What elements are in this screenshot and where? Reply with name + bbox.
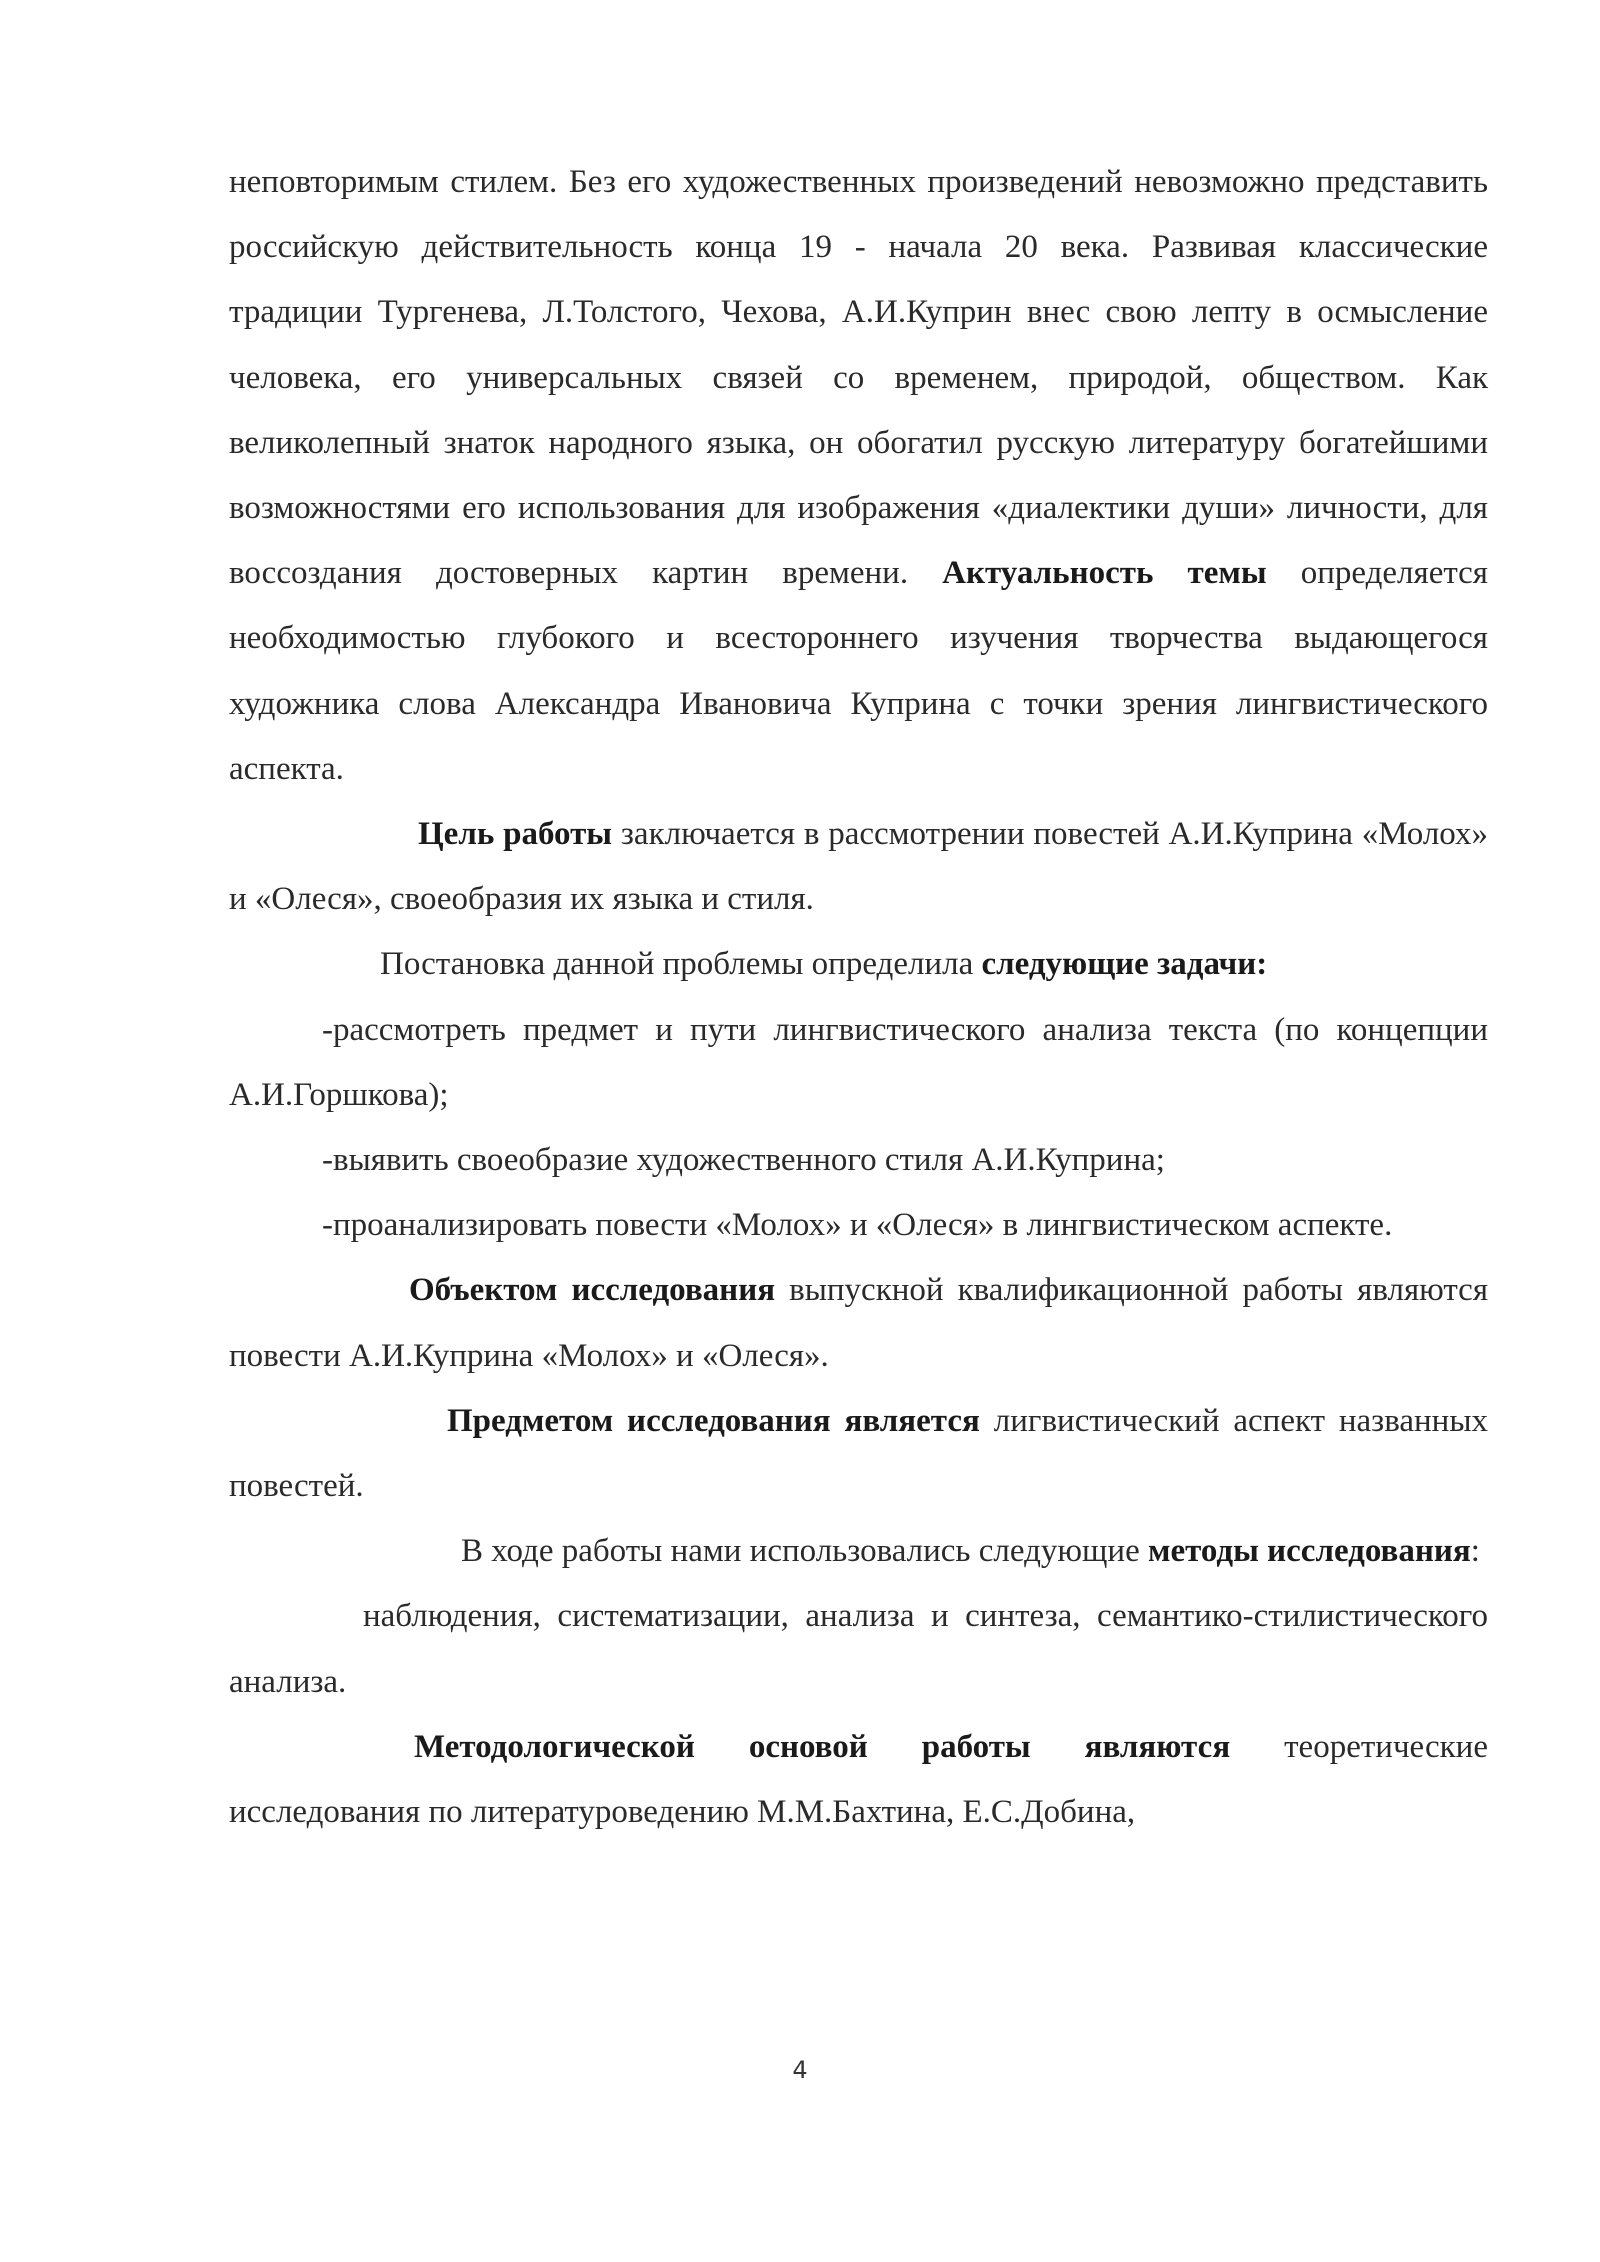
paragraph-object [229,1258,1488,1388]
text: В ходе работы нами использовались следующие [461,1533,1148,1570]
bold-term-object: Объектом исследования [409,1272,776,1309]
text: : [1470,1533,1480,1570]
paragraph-subject [229,1389,1488,1519]
task-item-2: -выявить своеобразие художественного стиля А.И.Куприна; [322,1142,1165,1179]
bold-term-relevance: Актуальность темы [942,555,1267,592]
paragraph-methods-list: наблюдения, систематизации, анализа и синтеза, семантико-стилистического анализа. [229,1598,1488,1700]
page-number: 4 [792,2056,808,2084]
text: неповторимым стилем. Без его художественных произведений невозможно представить российскую действительность конца 19 - начала 20 века. Развивая классические традиции Тургенева, Л.Толстого, Чехова, А.И.Куприн внес свою лепту в осмысление человека, его универсальных связей со временем, природой, обществом. Как великолепный знаток народного языка, он обогатил русскую литературу богатейшими возможностями его использования для изображения «диалектики души» личности, для воссоздания достоверных картин времени. [229,164,1488,592]
paragraph-intro [229,150,1488,802]
paragraph-goal [229,802,1488,932]
bold-term-subject: Предметом исследования является [447,1402,980,1439]
text: выпускной квалификационной работы являются повести А.И.Куприна «Молох» и «Олеся». [229,1272,1488,1374]
paragraph-methodology [229,1715,1488,1845]
bold-term-goal: Цель работы [418,816,613,853]
paragraph-methods [229,1519,1488,1584]
paragraph-tasks-intro [229,932,1488,997]
task-item-1: -рассмотреть предмет и пути лингвистического анализа текста (по концепции А.И.Горшкова); [229,1011,1488,1113]
text: теоретические исследования по литературоведению М.М.Бахтина, Е.С.Добина, [229,1728,1488,1831]
task-item-3: -проанализировать повести «Молох» и «Олеся» в лингвистическом аспекте. [322,1207,1393,1244]
text: Постановка данной проблемы определила [380,946,982,983]
text: заключается в рассмотрении повестей А.И.Куприна «Молох» и «Олеся», своеобразия их языка и стиля. [229,816,1488,918]
text: лигвистический аспект названных повестей. [229,1402,1489,1505]
text: определяется необходимостью глубокого и всестороннего изучения творчества выдающегося художника слова Александра Ивановича Куприна с точки зрения лингвистического аспекта. [229,555,1488,787]
document-body [229,150,1488,1845]
bold-term-methods: методы исследования [1147,1533,1471,1570]
bold-term-methodology: Методологической основой работы являются [414,1728,1231,1765]
bold-term-tasks: следующие задачи: [981,946,1268,983]
